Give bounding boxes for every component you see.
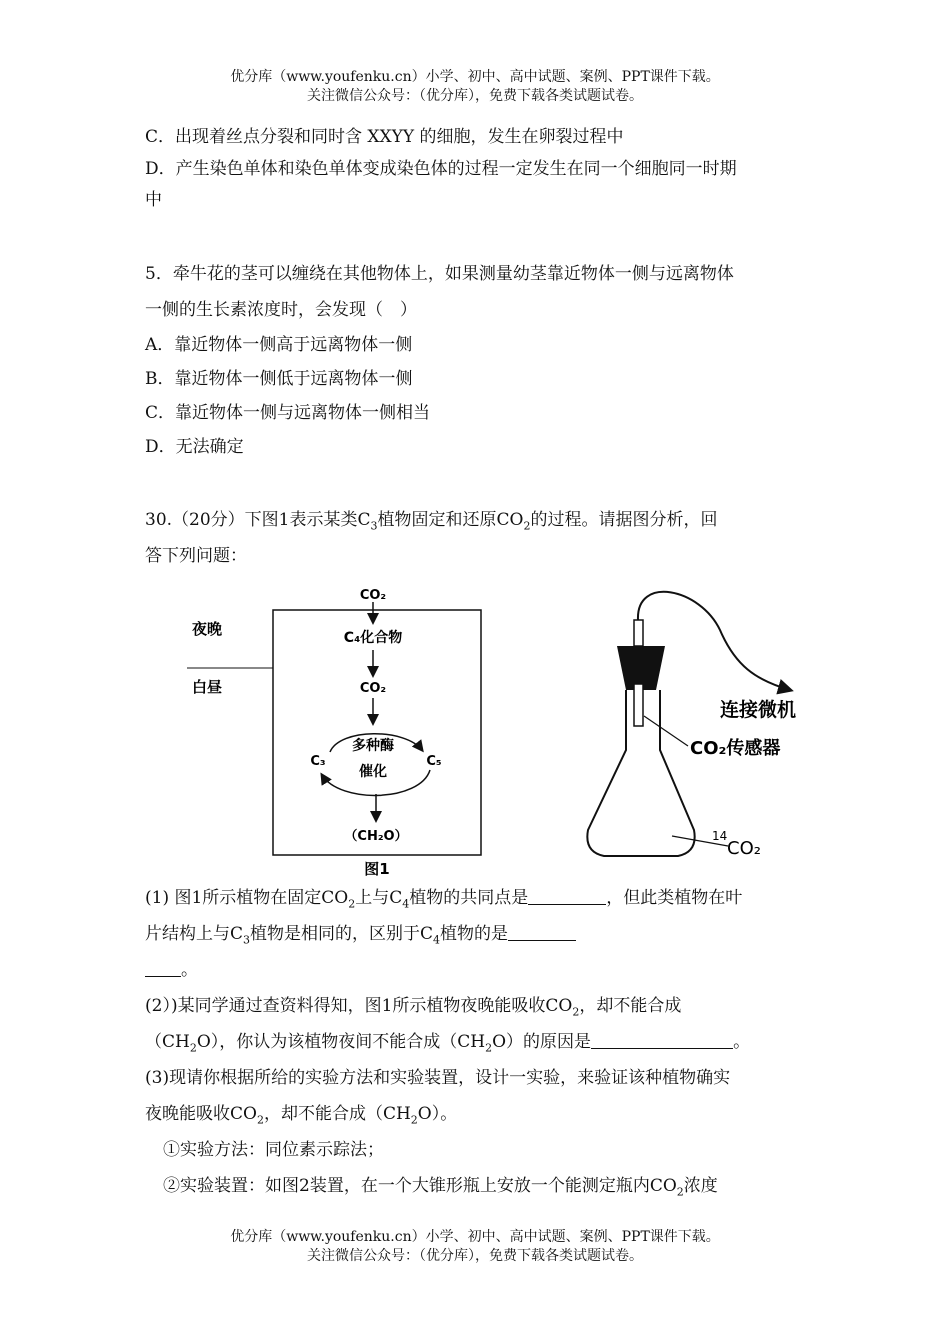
sensor-probe [634,684,643,726]
sensor-pointer-line [644,716,688,746]
sub1-line2 [145,916,810,952]
figure-1 [187,588,481,878]
sub1-sub-a: 2 [348,897,356,911]
q30-stem-a: 30.（20分）下图1表示某类C [145,510,371,530]
figure-1-frame [273,610,481,855]
sub3-device-b: 浓度 [683,1176,718,1196]
sub2-line2-sub: 2 [189,1041,197,1055]
day-label: 白昼 [192,678,223,696]
sub1-line1 [145,880,810,916]
sub3-line1: (3)现请你根据所给的实验方法和实验装置，设计一实验，来验证该种植物确实 [145,1068,731,1088]
sub2-line2-d: 。 [733,1032,751,1052]
sub3-method: ①实验方法：同位素示踪法； [163,1140,384,1160]
sub2-line2 [145,1024,810,1060]
sub2-a: (2）)某同学通过查资料得知，图1所示植物夜晚能吸收CO [145,996,573,1016]
ch2o-label: （CH₂O） [344,829,408,844]
co2-mid-label: CO₂ [359,681,387,696]
q30-stem-line1 [145,502,810,538]
q30-sub-3: 3 [370,519,378,533]
sub1-line3 [145,952,810,988]
sub2-b: ，却不能合成 [579,996,682,1016]
co2-top-label: CO₂ [359,588,387,603]
sub1-sub-b: 4 [402,897,410,911]
sub1-c: 植物的共同点是 [409,888,529,908]
q5-stem-line2: 一侧的生长素浓度时，会发现（ ） [145,300,417,320]
q5-option-d: D．无法确定 [145,437,244,457]
footer-line-2: 关注微信公众号：（优分库），免费下载各类试题试卷。 [307,1248,643,1264]
sub1-a: (1) 图1所示植物在固定CO [145,888,349,908]
sub1-line2-c: 植物的是 [440,924,509,944]
isotope-mass-number: 14 [712,829,728,843]
sub3-line2-sub2: 2 [410,1113,418,1127]
header-line-2: 关注微信公众号：（优分库），免费下载各类试题试卷。 [307,88,643,104]
sub2-line1 [145,988,810,1024]
footer-line-1: 优分库（www.youfenku.cn）小学、初中、高中试题、案例、PPT课件下载。 [230,1229,720,1245]
sub1-d: ，但此类植物在叶 [606,888,743,908]
c4-compound-label: C₄化合物 [343,630,403,646]
page-footer [0,1228,950,1266]
q5-option-a: A．靠近物体一侧高于远离物体一侧 [145,335,413,355]
answer-blank-3[interactable] [591,1030,733,1049]
sub3-device-sub: 2 [676,1185,684,1199]
header-line-1: 优分库（www.youfenku.cn）小学、初中、高中试题、案例、PPT课件下载。 [230,69,720,85]
answer-blank-2-cont[interactable] [145,958,181,977]
q30-stem-b: 植物固定和还原CO [377,510,524,530]
figure-1-caption: 图1 [364,860,390,878]
page-header [0,68,950,106]
sub3-line2 [145,1096,810,1132]
connect-computer-label: 连接微机 [720,699,797,721]
sub2-line2-sub2: 2 [485,1041,493,1055]
sub2-line2-c: O）的原因是 [492,1032,592,1052]
q5-stem-line1: 5．牵牛花的茎可以缠绕在其他物体上，如果测量幼茎靠近物体一侧与远离物体 [145,264,734,284]
answer-blank-1[interactable] [528,886,606,905]
sub1-line2-sub2: 4 [433,933,441,947]
sub3-line2-a: 夜晚能吸收CO [145,1104,257,1124]
sub3-device [145,1168,810,1204]
sub1-line2-a: 片结构上与C [145,924,244,944]
sub3-line2-b: ，却不能合成（CH [263,1104,411,1124]
sub3-line2-c: O）。 [417,1104,458,1124]
q30-sub-2: 2 [523,519,531,533]
sub1-line2-b: 植物是相同的，区别于C [250,924,434,944]
answer-blank-2[interactable] [508,922,576,941]
sensor-top-tube [634,620,643,646]
q30-stem-c: 的过程。请据图分析，回 [530,510,718,530]
prev-option-d-line1: D．产生染色单体和染色单体变成染色体的过程一定发生在同一个细胞同一时期 [145,159,737,179]
prev-option-c: C．出现着丝点分裂和同时含 XXYY 的细胞，发生在卵裂过程中 [145,127,624,147]
sub1-line2-sub: 3 [243,933,251,947]
sub3-device-a: ②实验装置：如图2装置，在一个大锥形瓶上安放一个能测定瓶内CO [163,1176,677,1196]
sub1-b: 上与C [355,888,403,908]
sensor-cable [638,592,790,690]
isotope-co2-label: CO₂ [727,838,761,859]
figure-2 [587,592,796,859]
co2-sensor-label: CO₂传感器 [690,738,781,759]
q5-option-b: B．靠近物体一侧低于远离物体一侧 [145,369,413,389]
figures [0,580,950,880]
night-label: 夜晚 [192,620,223,638]
figure-svg [0,580,950,880]
prev-option-d-cont: 中 [145,190,162,210]
sub2-line2-b: O），你认为该植物夜间不能合成（CH [196,1032,486,1052]
page-body [145,122,810,1204]
sub2-sub: 2 [572,1005,580,1019]
c5-label: C₅ [426,754,442,769]
prev-option-d [145,152,810,186]
c3-label: C₃ [310,754,326,769]
enzyme-label-1: 多种酶 [352,738,394,754]
enzyme-label-2: 催化 [359,764,387,780]
sub3-line2-sub: 2 [256,1113,264,1127]
q30-stem-line2: 答下列问题： [145,546,247,566]
sub1-line3-end: 。 [181,960,198,980]
q5-option-c: C．靠近物体一侧与远离物体一侧相当 [145,403,431,423]
sub2-line2-a: （CH [145,1032,190,1052]
